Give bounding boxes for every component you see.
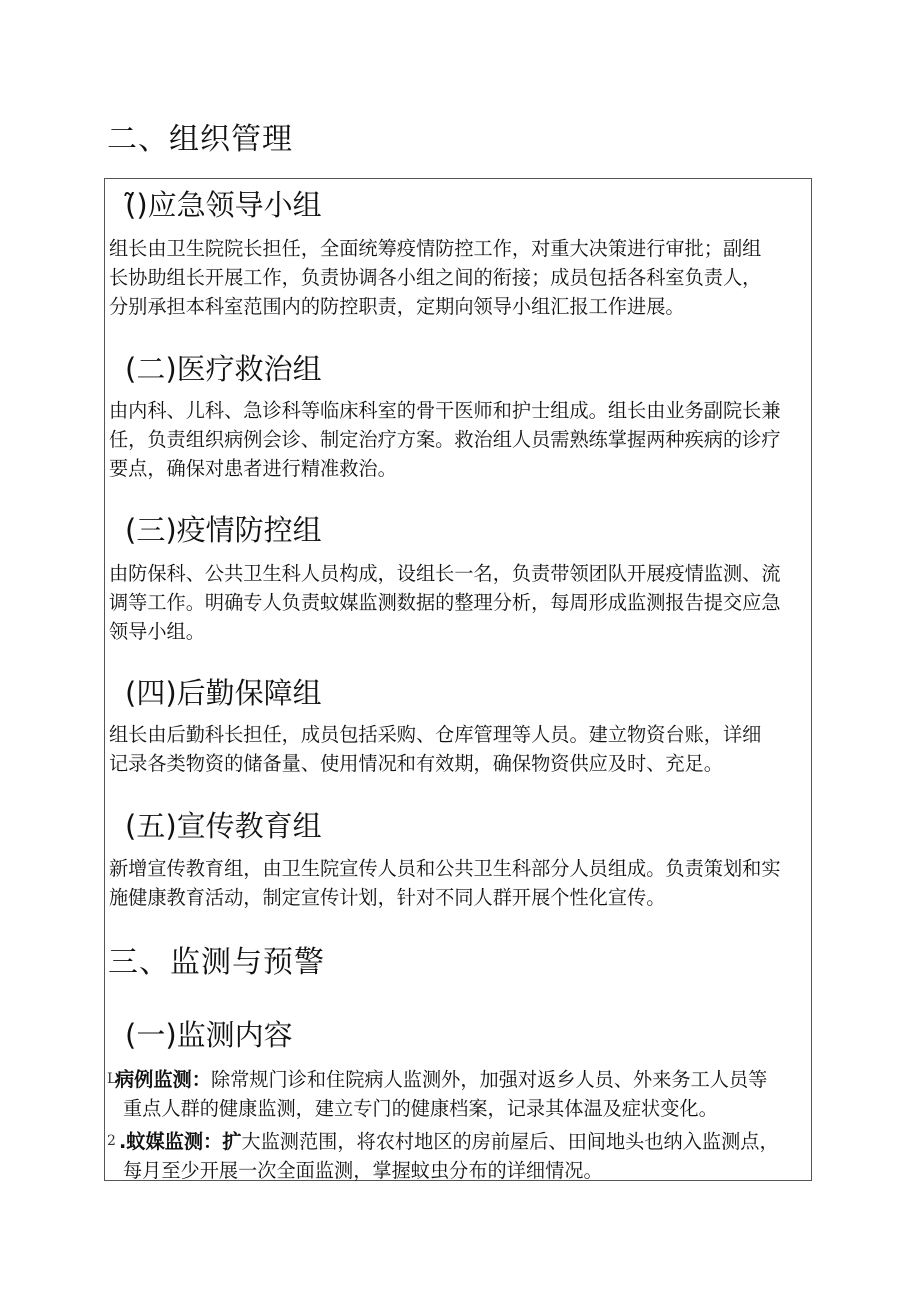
subheading-medical: (二)医疗救治组 xyxy=(125,352,322,386)
subheading-leadership: (̃)应急领导小组 xyxy=(125,188,322,222)
subheading-publicity: (五)宣传教育组 xyxy=(125,809,322,843)
paragraph-line: 组长由卫生院院长担任，全面统筹疫情防控工作，对重大决策进行审批；副组 xyxy=(109,237,762,260)
paragraph-line: 长协助组长开展工作，负责协调各小组之间的衔接；成员包括各科室负责人， xyxy=(109,266,762,289)
list-item-label: .蚊媒监测：扩 xyxy=(119,1130,242,1153)
paragraph-medical xyxy=(109,396,801,483)
paragraph-line: 施健康教育活动，制定宣传计划，针对不同人群开展个性化宣传。 xyxy=(109,886,666,909)
section-heading-monitoring: 三、监测与预警 xyxy=(108,945,325,980)
subheading-epidemic: (三)疫情防控组 xyxy=(125,513,322,547)
paragraph-line: 领导小组。 xyxy=(109,620,205,643)
content-frame xyxy=(104,178,812,1181)
paragraph-line: 要点，确保对患者进行精准救治。 xyxy=(109,457,397,480)
paragraph-line: 任，负责组织病例会诊、制定治疗方案。救治组人员需熟练掌握两种疾病的诊疗 xyxy=(109,428,781,451)
list-item-line xyxy=(119,1127,779,1156)
paragraph-line: 分别承担本科室范围内的防控职责，定期向领导小组汇报工作进展。 xyxy=(109,295,685,318)
page-heading-org: 二、组织管理 xyxy=(107,122,293,157)
paragraph-line: 新增宣传教育组，由卫生院宣传人员和公共卫生科部分人员组成。负责策划和实 xyxy=(109,857,781,880)
paragraph-line: 记录各类物资的储备量、使用情况和有效期，确保物资供应及时、充足。 xyxy=(109,752,723,775)
list-item-line: 重点人群的健康监测，建立专门的健康档案，记录其体温及症状变化。 xyxy=(123,1097,718,1120)
paragraph-line: 调等工作。明确专人负责蚊媒监测数据的整理分析，每周形成监测报告提交应急 xyxy=(109,591,781,614)
subheading-monitoring-content: (一)监测内容 xyxy=(125,1018,293,1052)
paragraph-line: 由内科、儿科、急诊科等临床科室的骨干医师和护士组成。组长由业务副院长兼 xyxy=(109,399,781,422)
list-item-line xyxy=(115,1065,767,1094)
paragraph-leadership xyxy=(109,234,801,321)
list-marker: 2 xyxy=(107,1133,116,1149)
list-item-text: 除常规门诊和住院病人监测外，加强对返乡人员、外来务工人员等 xyxy=(210,1068,768,1091)
subheading-logistics: (四)后勤保障组 xyxy=(125,676,322,710)
paragraph-line: 由防保科、公共卫生科人员构成，设组长一名，负责带领团队开展疫情监测、流 xyxy=(109,562,781,585)
paragraph-line: 组长由后勤科长担任，成员包括采购、仓库管理等人员。建立物资台账，详细 xyxy=(109,723,762,746)
list-marker: L xyxy=(107,1071,117,1087)
paragraph-publicity xyxy=(109,854,801,912)
paragraph-epidemic xyxy=(109,559,801,646)
paragraph-logistics xyxy=(109,720,801,778)
list-item-label: 病例监测： xyxy=(115,1068,211,1091)
list-item-text: 大监测范围，将农村地区的房前屋后、田间地头也纳入监测点， xyxy=(241,1130,779,1153)
list-item-line: 每月至少开展一次全面监测，掌握蚊虫分布的详细情况。 xyxy=(123,1159,603,1182)
